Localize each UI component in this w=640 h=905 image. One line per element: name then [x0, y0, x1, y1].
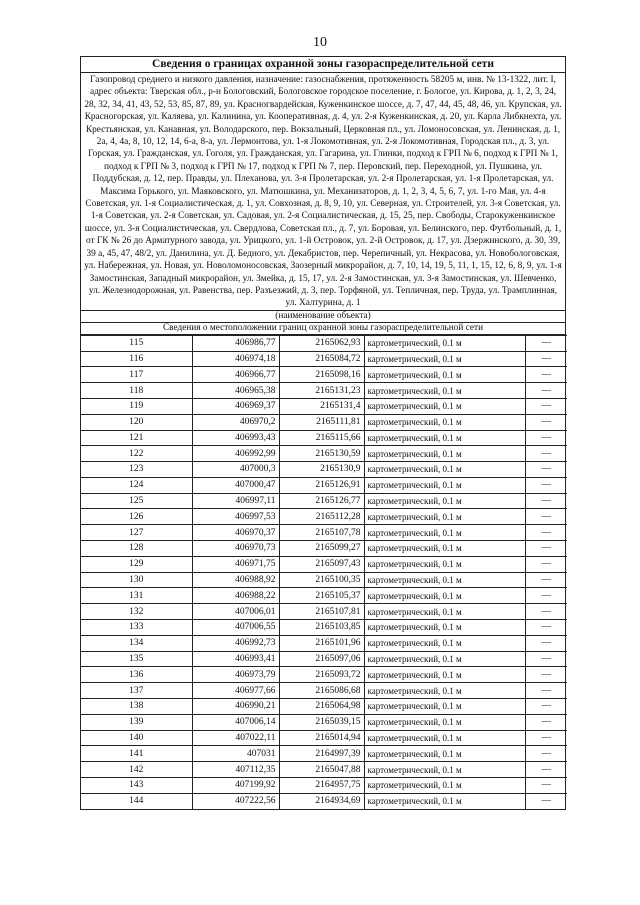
table-row — [81, 635, 567, 651]
y-coordinate-cell: 2165130,9 — [279, 462, 364, 478]
x-coordinate-cell: 406988,92 — [192, 572, 279, 588]
point-number-cell: 138 — [81, 699, 192, 715]
table-row — [81, 730, 567, 746]
point-number-cell: 128 — [81, 541, 192, 557]
method-cell: картометрический, 0.1 м — [364, 335, 525, 351]
table-row — [81, 683, 567, 699]
x-coordinate-cell: 407112,35 — [192, 762, 279, 778]
method-cell: картометрический, 0.1 м — [364, 398, 525, 414]
object-description: Газопровод среднего и низкого давления, назначение: газоснабжения, протяженность 58205 м, инв. № 13-1322, лит. I, адрес объекта: Тверская обл., р-н Бологовский, Бологовское городское поселение, г. Бологое, ул. Кирова, д. 1, 2, 3, 24, 28, 32, 34, 41, 43, 52, 53, 85, 87, 89, ул. Красногвардейская, Куженкинское шоссе, д. 7, 47, 44, 45, 48, 46, ул. Крупская, ул. Красногорская, ул. Каляева, ул. Калинина, ул. Кооперативная, д. 4, ул. 2-я Куженкинская, д. 20, ул. Карла Либкнехта, ул. Крестьянская, ул. Канавная, ул. Володарского, пер. Вокзальный, Церковная пл., ул. Ломоносовская, ул. Ленинская, д. 1, 2а, 4, 4а, 8, 10, 12, 14, 6-а, 8-а, ул. Лермонтова, ул. 1-я Локомотивная, ул. 2-я Локомотивная, Городская пл., д. 3, ул. Горская, ул. Гражданская, ул. Гоголя, ул. Гражданская, ул. Гагарина, ул. Глинки, подход к ГРП № 6, подход к ГРП № 1, подход к ГРП № 3, подход к ГРП № 17, подход к ГРП № 7, пер. Перовский, пер. Переходной, ул. Пушкина, ул. Поддубская, д. 12, пер. Правды, ул. Плеханова, ул. 3-я Пролетарская, ул. 2-я Пролетарская, ул. 1-я Пролетарская, ул. Максима Горького, ул. Маяковского, ул. Матюшкина, ул. Механизаторов, д. 1, 2, 3, 4, 5, 6, 7, ул. 1-го Мая, ул. 4-я Советская, ул. 1-я Социалистическая, д. 1, ул. Совхозная, д. 8, 9, 10, ул. Северная, ул. Строителей, ул. 3-я Советская, ул. 1-я Советская, ул. 2-я Советская, ул. Садовая, ул. 2-я Социалистическая, д. 15, 25, пер. Свободы, Старокуженкинское шоссе, ул. 3-я Социалистическая, ул. Свердлова, Советская пл., д. 7, ул. Боровая, ул. Белинского, пер. Футбольный, д. 1, от ГК № 26 до Арматурного завода, ул. Урицкого, ул. 1-й Островок, ул. 2-й Островок, д. 17, ул. Дзержинского, д. 30, 39, 39 а, 45, 47, 48/2, ул. Данилина, ул. Д. Бедного, ул. Декабристов, пер. Черепичный, ул. Некрасова, ул. Новобологовская, ул. Набережная, ул. Новая, ул. Новоломоносовская, Заозерный микрорайон, д. 7, 10, 14, 19, 5, 11, 1, 15, 12, 6, 8, 9, ул. 1-я Замостинская, Западный микрорайон, ул. Змейка, д. 15, 17, ул. 2-я Замостинская, ул. 3-я Замостинская, ул. Шевченко, ул. Железнодорожная, ул. Равенства, пер. Разъезжий, д. 3, пер. Торфяной, ул. Тепличная, пер. Труда, ул. Трамплинная, ул. Халтурина, д. 1 — [84, 75, 562, 309]
x-coordinate-cell: 406997,53 — [192, 509, 279, 525]
point-number-cell: 131 — [81, 588, 192, 604]
method-cell: картометрический, 0.1 м — [364, 462, 525, 478]
point-number-cell: 139 — [81, 714, 192, 730]
x-coordinate-cell: 407000,3 — [192, 462, 279, 478]
note-cell: — — [525, 651, 567, 667]
point-number-cell: 122 — [81, 446, 192, 462]
point-number-cell: 126 — [81, 509, 192, 525]
y-coordinate-cell: 2164934,69 — [279, 793, 364, 809]
y-coordinate-cell: 2165014,94 — [279, 730, 364, 746]
note-cell: — — [525, 477, 567, 493]
note-cell: — — [525, 699, 567, 715]
point-number-cell: 141 — [81, 746, 192, 762]
table-row — [81, 430, 567, 446]
x-coordinate-cell: 407006,55 — [192, 620, 279, 636]
note-cell: — — [525, 556, 567, 572]
point-number-cell: 133 — [81, 620, 192, 636]
point-number-cell: 118 — [81, 383, 192, 399]
method-cell: картометрический, 0.1 м — [364, 651, 525, 667]
method-cell: картометрический, 0.1 м — [364, 556, 525, 572]
table-row — [81, 414, 567, 430]
y-coordinate-cell: 2164957,75 — [279, 778, 364, 794]
note-cell: — — [525, 635, 567, 651]
table-row — [81, 667, 567, 683]
x-coordinate-cell: 406970,37 — [192, 525, 279, 541]
x-coordinate-cell: 406970,2 — [192, 414, 279, 430]
y-coordinate-cell: 2164997,39 — [279, 746, 364, 762]
method-cell: картометрический, 0.1 м — [364, 683, 525, 699]
note-cell: — — [525, 462, 567, 478]
x-coordinate-cell: 406993,43 — [192, 430, 279, 446]
note-cell: — — [525, 667, 567, 683]
note-cell: — — [525, 493, 567, 509]
note-cell: — — [525, 414, 567, 430]
table-row — [81, 367, 567, 383]
y-coordinate-cell: 2165100,35 — [279, 572, 364, 588]
table-row — [81, 525, 567, 541]
x-coordinate-cell: 406993,41 — [192, 651, 279, 667]
method-cell: картометрический, 0.1 м — [364, 714, 525, 730]
method-cell: картометрический, 0.1 м — [364, 746, 525, 762]
x-coordinate-cell: 406990,21 — [192, 699, 279, 715]
point-number-cell: 121 — [81, 430, 192, 446]
method-cell: картометрический, 0.1 м — [364, 699, 525, 715]
page-number: 10 — [313, 35, 327, 50]
x-coordinate-cell: 406986,77 — [192, 335, 279, 351]
table-row — [81, 762, 567, 778]
table-row — [81, 398, 567, 414]
note-cell: — — [525, 714, 567, 730]
x-coordinate-cell: 407006,14 — [192, 714, 279, 730]
table-row — [81, 651, 567, 667]
y-coordinate-cell: 2165115,66 — [279, 430, 364, 446]
y-coordinate-cell: 2165112,28 — [279, 509, 364, 525]
y-coordinate-cell: 2165084,72 — [279, 351, 364, 367]
table-row — [81, 446, 567, 462]
table-row — [81, 572, 567, 588]
note-cell: — — [525, 778, 567, 794]
table-row — [81, 793, 567, 809]
method-cell: картометрический, 0.1 м — [364, 778, 525, 794]
method-cell: картометрический, 0.1 м — [364, 367, 525, 383]
boundary-info-block — [80, 56, 566, 810]
x-coordinate-cell: 407006,01 — [192, 604, 279, 620]
table-row — [81, 351, 567, 367]
x-coordinate-cell: 406992,73 — [192, 635, 279, 651]
y-coordinate-cell: 2165086,68 — [279, 683, 364, 699]
point-number-cell: 129 — [81, 556, 192, 572]
point-number-cell: 136 — [81, 667, 192, 683]
note-cell: — — [525, 446, 567, 462]
y-coordinate-cell: 2165099,27 — [279, 541, 364, 557]
x-coordinate-cell: 406965,38 — [192, 383, 279, 399]
note-cell: — — [525, 335, 567, 351]
table-row — [81, 746, 567, 762]
method-cell: картометрический, 0.1 м — [364, 525, 525, 541]
method-cell: картометрический, 0.1 м — [364, 620, 525, 636]
x-coordinate-cell: 407199,92 — [192, 778, 279, 794]
table-row — [81, 383, 567, 399]
point-number-cell: 144 — [81, 793, 192, 809]
object-caption: (наименование объекта) — [81, 310, 565, 323]
method-cell: картометрический, 0.1 м — [364, 730, 525, 746]
x-coordinate-cell: 406966,77 — [192, 367, 279, 383]
y-coordinate-cell: 2165131,4 — [279, 398, 364, 414]
x-coordinate-cell: 407222,56 — [192, 793, 279, 809]
point-number-cell: 132 — [81, 604, 192, 620]
note-cell: — — [525, 604, 567, 620]
point-number-cell: 137 — [81, 683, 192, 699]
point-number-cell: 125 — [81, 493, 192, 509]
method-cell: картометрический, 0.1 м — [364, 541, 525, 557]
x-coordinate-cell: 406970,73 — [192, 541, 279, 557]
note-cell: — — [525, 383, 567, 399]
point-number-cell: 120 — [81, 414, 192, 430]
point-number-cell: 124 — [81, 477, 192, 493]
note-cell: — — [525, 683, 567, 699]
note-cell: — — [525, 572, 567, 588]
point-number-cell: 123 — [81, 462, 192, 478]
point-number-cell: 115 — [81, 335, 192, 351]
note-cell: — — [525, 730, 567, 746]
y-coordinate-cell: 2165105,37 — [279, 588, 364, 604]
note-cell: — — [525, 367, 567, 383]
table-row — [81, 541, 567, 557]
y-coordinate-cell: 2165130,59 — [279, 446, 364, 462]
point-number-cell: 140 — [81, 730, 192, 746]
x-coordinate-cell: 406988,22 — [192, 588, 279, 604]
note-cell: — — [525, 762, 567, 778]
method-cell: картометрический, 0.1 м — [364, 446, 525, 462]
note-cell: — — [525, 746, 567, 762]
table-row — [81, 714, 567, 730]
table-row — [81, 556, 567, 572]
note-cell: — — [525, 398, 567, 414]
y-coordinate-cell: 2165131,23 — [279, 383, 364, 399]
x-coordinate-cell: 406977,66 — [192, 683, 279, 699]
y-coordinate-cell: 2165062,93 — [279, 335, 364, 351]
method-cell: картометрический, 0.1 м — [364, 604, 525, 620]
y-coordinate-cell: 2165093,72 — [279, 667, 364, 683]
method-cell: картометрический, 0.1 м — [364, 383, 525, 399]
method-cell: картометрический, 0.1 м — [364, 414, 525, 430]
table-row — [81, 699, 567, 715]
method-cell: картометрический, 0.1 м — [364, 509, 525, 525]
y-coordinate-cell: 2165097,43 — [279, 556, 364, 572]
x-coordinate-cell: 406969,37 — [192, 398, 279, 414]
y-coordinate-cell: 2165111,81 — [279, 414, 364, 430]
method-cell: картометрический, 0.1 м — [364, 572, 525, 588]
point-number-cell: 117 — [81, 367, 192, 383]
y-coordinate-cell: 2165101,96 — [279, 635, 364, 651]
table-row — [81, 778, 567, 794]
x-coordinate-cell: 407022,11 — [192, 730, 279, 746]
point-number-cell: 116 — [81, 351, 192, 367]
point-number-cell: 130 — [81, 572, 192, 588]
y-coordinate-cell: 2165064,98 — [279, 699, 364, 715]
table-row — [81, 509, 567, 525]
x-coordinate-cell: 406974,18 — [192, 351, 279, 367]
x-coordinate-cell: 407031 — [192, 746, 279, 762]
y-coordinate-cell: 2165047,88 — [279, 762, 364, 778]
table-row — [81, 493, 567, 509]
point-number-cell: 134 — [81, 635, 192, 651]
x-coordinate-cell: 406973,79 — [192, 667, 279, 683]
y-coordinate-cell: 2165126,91 — [279, 477, 364, 493]
note-cell: — — [525, 525, 567, 541]
method-cell: картометрический, 0.1 м — [364, 430, 525, 446]
note-cell: — — [525, 351, 567, 367]
table-row — [81, 588, 567, 604]
point-number-cell: 119 — [81, 398, 192, 414]
method-cell: картометрический, 0.1 м — [364, 762, 525, 778]
section-title: Сведения о границах охранной зоны газораспределительной сети — [81, 57, 565, 73]
y-coordinate-cell: 2165039,15 — [279, 714, 364, 730]
method-cell: картометрический, 0.1 м — [364, 351, 525, 367]
x-coordinate-cell: 406971,75 — [192, 556, 279, 572]
note-cell: — — [525, 430, 567, 446]
y-coordinate-cell: 2165098,16 — [279, 367, 364, 383]
table-row — [81, 477, 567, 493]
method-cell: картометрический, 0.1 м — [364, 588, 525, 604]
method-cell: картометрический, 0.1 м — [364, 477, 525, 493]
point-number-cell: 135 — [81, 651, 192, 667]
point-number-cell: 127 — [81, 525, 192, 541]
note-cell: — — [525, 793, 567, 809]
table-row — [81, 604, 567, 620]
y-coordinate-cell: 2165097,06 — [279, 651, 364, 667]
method-cell: картометрический, 0.1 м — [364, 635, 525, 651]
method-cell: картометрический, 0.1 м — [364, 793, 525, 809]
x-coordinate-cell: 406997,11 — [192, 493, 279, 509]
table-row — [81, 620, 567, 636]
y-coordinate-cell: 2165126,77 — [279, 493, 364, 509]
y-coordinate-cell: 2165103,85 — [279, 620, 364, 636]
location-caption: Сведения о местоположении границ охранной зоны газораспределительной сети — [81, 323, 565, 335]
y-coordinate-cell: 2165107,78 — [279, 525, 364, 541]
method-cell: картометрический, 0.1 м — [364, 493, 525, 509]
table-row — [81, 462, 567, 478]
point-number-cell: 143 — [81, 778, 192, 794]
coordinates-table — [81, 335, 567, 809]
note-cell: — — [525, 509, 567, 525]
note-cell: — — [525, 588, 567, 604]
point-number-cell: 142 — [81, 762, 192, 778]
x-coordinate-cell: 406992,99 — [192, 446, 279, 462]
x-coordinate-cell: 407000,47 — [192, 477, 279, 493]
y-coordinate-cell: 2165107,81 — [279, 604, 364, 620]
method-cell: картометрический, 0.1 м — [364, 667, 525, 683]
note-cell: — — [525, 541, 567, 557]
note-cell: — — [525, 620, 567, 636]
table-row — [81, 335, 567, 351]
